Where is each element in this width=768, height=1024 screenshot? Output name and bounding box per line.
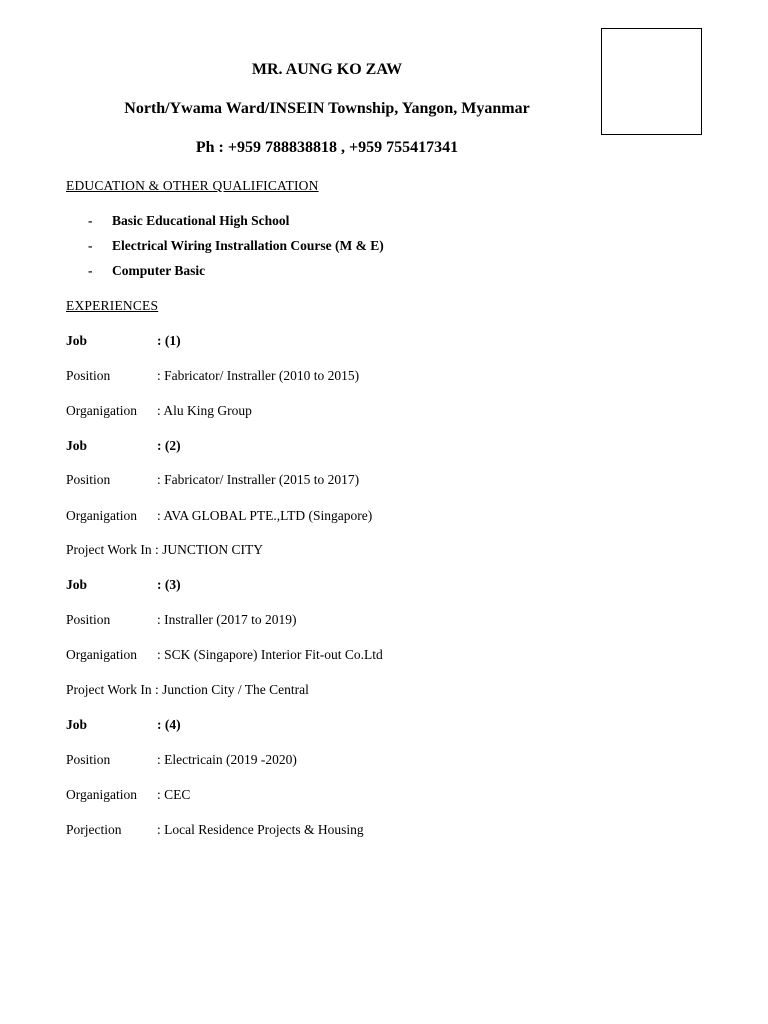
position-label: Position [66, 368, 111, 383]
job-value: : (3) [157, 577, 181, 592]
job-value: : (2) [157, 438, 181, 453]
photo-placeholder-box [601, 28, 702, 135]
experiences-heading: EXPERIENCES [66, 298, 159, 313]
organization-label: Organigation [66, 647, 137, 662]
project-work-line: Project Work In : Junction City / The Central [66, 682, 309, 697]
organization-label: Organigation [66, 403, 137, 418]
position-value: : Fabricator/ Instraller (2010 to 2015) [157, 368, 360, 383]
education-item-text: Electrical Wiring Instrallation Course (M & E) [112, 238, 384, 253]
job-value: : (1) [157, 333, 181, 348]
organization-value: : CEC [157, 787, 191, 802]
job-label: Job [66, 717, 88, 732]
position-label: Position [66, 612, 111, 627]
organization-value: : AVA GLOBAL PTE.,LTD (Singapore) [157, 508, 373, 523]
education-item [88, 263, 205, 279]
education-item [88, 238, 384, 254]
bullet-dash: - [88, 263, 93, 278]
position-label: Position [66, 752, 111, 767]
education-item-text: Basic Educational High School [112, 213, 290, 228]
education-item [88, 213, 289, 229]
organization-value: : Alu King Group [157, 403, 252, 418]
job-label: Job [66, 333, 88, 348]
position-value: : Electricain (2019 -2020) [157, 752, 297, 767]
education-heading: EDUCATION & OTHER QUALIFICATION [66, 178, 319, 193]
organization-label: Organigation [66, 787, 137, 802]
bullet-dash: - [88, 213, 93, 228]
position-value: : Instraller (2017 to 2019) [157, 612, 297, 627]
candidate-name: MR. AUNG KO ZAW [251, 61, 403, 78]
candidate-phone: Ph : +959 788838818 , +959 755417341 [195, 139, 459, 156]
job-label: Job [66, 577, 88, 592]
project-work-line: Project Work In : JUNCTION CITY [66, 542, 264, 557]
candidate-address: North/Ywama Ward/INSEIN Township, Yangon, Myanmar [124, 100, 530, 117]
job-value: : (4) [157, 717, 181, 732]
position-label: Position [66, 472, 111, 487]
organization-value: : SCK (Singapore) Interior Fit-out Co.Ltd [157, 647, 383, 662]
projection-value: : Local Residence Projects & Housing [157, 822, 364, 837]
bullet-dash: - [88, 238, 93, 253]
organization-label: Organigation [66, 508, 137, 523]
education-item-text: Computer Basic [112, 263, 206, 278]
job-label: Job [66, 438, 88, 453]
projection-label: Porjection [66, 822, 122, 837]
position-value: : Fabricator/ Instraller (2015 to 2017) [157, 472, 360, 487]
